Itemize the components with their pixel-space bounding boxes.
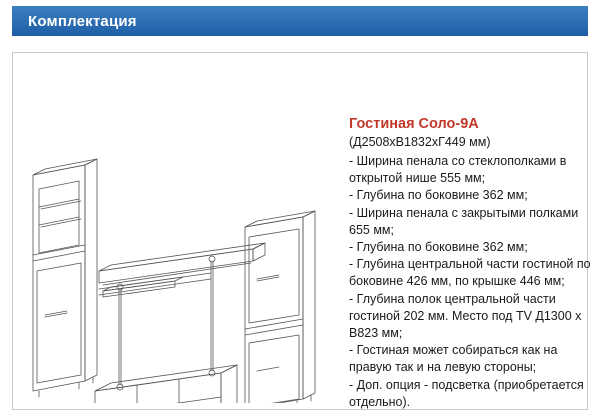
product-feature-list [349,153,595,411]
list-item: - Глубина центральной части гостиной по боковине 426 мм, по крышке 446 мм; [349,257,591,289]
list-item: - Глубина полок центральной части гостиной 202 мм. Место под TV Д1300 х В823 мм; [349,291,582,341]
list-item: - Ширина пенала со стеклополками в открытой нише 555 мм; [349,154,567,186]
furniture-drawing [15,103,335,403]
page-title: Комплектация [28,12,137,30]
product-title: Гостиная Соло-9А [349,116,479,132]
furniture-drawing-svg [15,103,335,403]
list-item: - Глубина по боковине 362 мм; [349,188,528,203]
list-item: - Глубина по боковине 362 мм; [349,240,528,255]
content-panel [12,52,591,410]
product-spec [349,115,595,411]
product-dimensions: (Д2508хВ1832хГ449 мм) [349,135,491,149]
page-header [12,6,588,36]
list-item: - Ширина пенала с закрытыми полками 655 мм; [349,205,579,237]
list-item: - Гостиная может собираться как на правую так и на левую стороны; [349,343,558,375]
list-item: - Доп. опция - подсветка (приобретается отдельно). [349,377,584,409]
